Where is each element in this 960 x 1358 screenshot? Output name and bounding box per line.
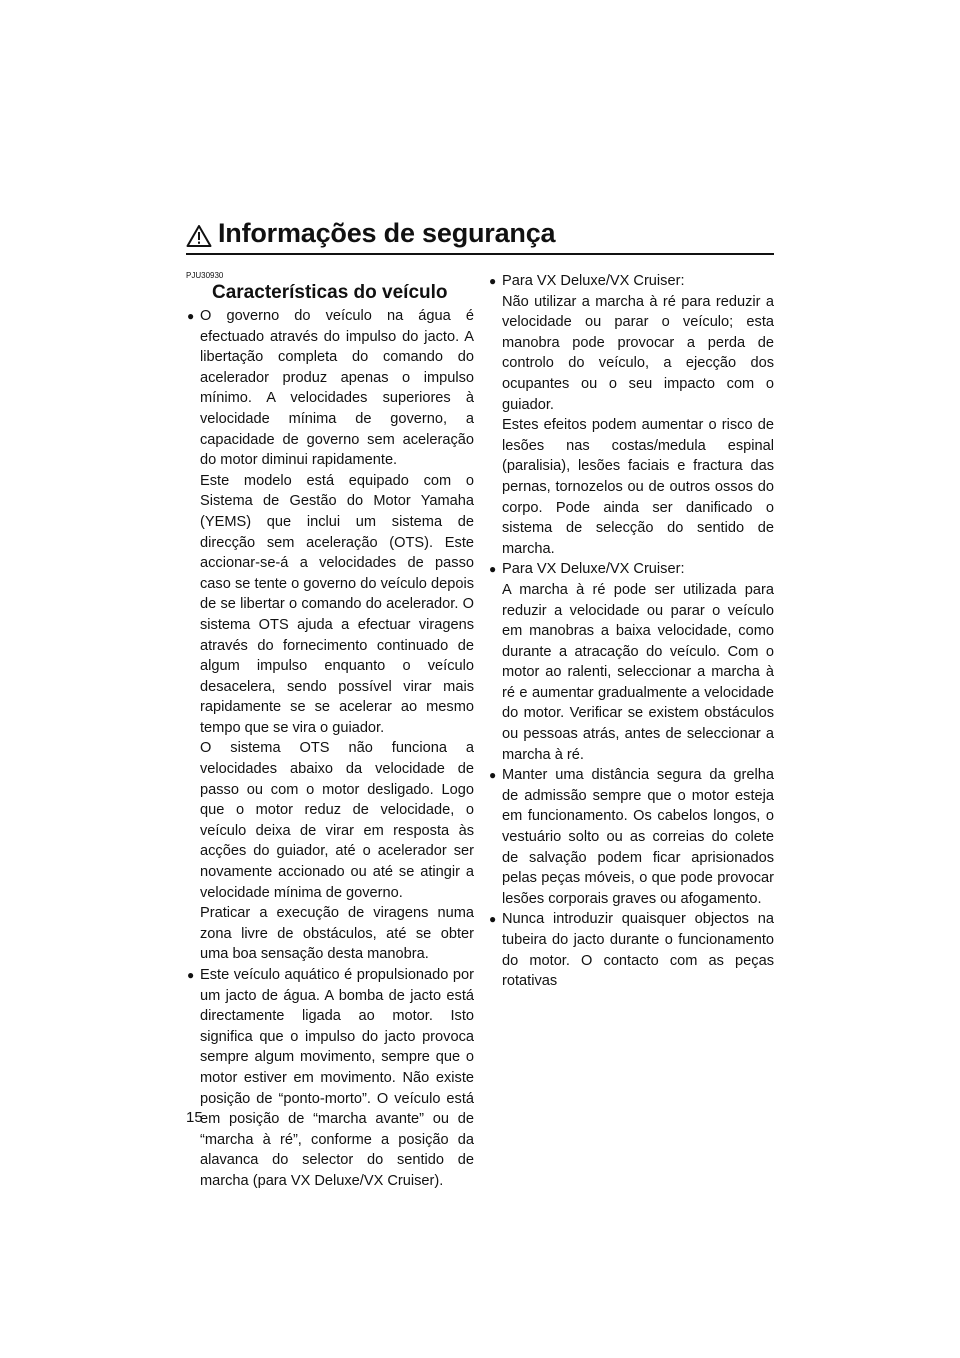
bullet-icon: ● <box>489 274 497 288</box>
paragraph: O sistema OTS não funciona a velocidades abaixo da velocidade de passo ou com o motor desligado. Logo que o motor reduz de velocidade, o veículo deixa de virar em resposta às acções do guiador, até o acelerador ser novamente accionado ou até se atingir a velocidade mínima de governo. <box>200 740 474 901</box>
right-column <box>488 271 774 992</box>
warning-triangle-icon <box>186 224 212 248</box>
paragraph: Estes efeitos podem aumentar o risco de lesões nas costas/medula espinal (paralisia), lesões faciais e fractura das pernas, tornozelos ou de outros ossos do corpo. Pode ainda ser danificado o sistema de selecção do sentido de marcha. <box>502 417 774 557</box>
paragraph: Para VX Deluxe/VX Cruiser: <box>502 273 685 289</box>
page-number: 15 <box>186 1109 203 1126</box>
left-column <box>186 271 474 1192</box>
bullet-item <box>488 271 774 559</box>
header-rule <box>186 253 774 255</box>
paragraph: A marcha à ré pode ser utilizada para reduzir a velocidade ou parar o veículo em manobras a baixa velocidade, como durante a atracação do veículo. Com o motor ao ralenti, seleccionar a marcha à ré e aumentar gradualmente a velocidade do motor. Verificar se existem obstáculos ou pessoas atrás, antes de seleccionar a marcha à ré. <box>502 581 774 763</box>
paragraph: Praticar a execução de viragens numa zona livre de obstáculos, até se obter uma boa sensação desta manobra. <box>200 905 474 963</box>
paragraph: Não utilizar a marcha à ré para reduzir a velocidade ou parar o veículo; esta manobra pode provocar a perda de controlo do veículo, a ejecção dos ocupantes ou o seu impacto com o guiador. <box>502 293 774 413</box>
paragraph: O governo do veículo na água é efectuado através do impulso do jacto. A libertação completa do comando do acelerador produz apenas o impulso mínimo. A velocidades superiores à velocidade mínima de governo, a capacidade de governo sem aceleração do motor diminui rapidamente. <box>200 308 474 469</box>
bullet-item <box>488 765 774 909</box>
bullet-item <box>488 909 774 991</box>
section-code: PJU30930 <box>186 271 224 280</box>
left-bullets <box>186 306 474 1192</box>
paragraph: Este modelo está equipado com o Sistema de Gestão do Motor Yamaha (YEMS) que inclui um sistema de direcção sem aceleração (OTS). Este accionar-se-á a velocidades de passo caso se tente o governo do veículo depois de se libertar o comando do acelerador. O sistema OTS ajuda a efectuar viragens através do fornecimento continuado de algum impulso enquanto o veículo desacelera, sendo possível virar mais rapidamente se se acelerar ao mesmo tempo que se vira o guiador. <box>200 472 474 736</box>
bullet-icon: ● <box>187 968 195 982</box>
paragraph: Manter uma distância segura da grelha de admissão sempre que o motor esteja em funcionamento. Os cabelos longos, o vestuário solto ou as correias do colete de salvação podem ficar aprisionados pelas peças móveis, o que pode provocar lesões corporais graves ou afogamento. <box>502 767 774 907</box>
bullet-item <box>186 965 474 1192</box>
bullet-icon: ● <box>489 912 497 927</box>
right-bullets <box>488 271 774 992</box>
bullet-icon: ● <box>489 768 497 783</box>
bullet-icon: ● <box>489 562 497 577</box>
section-title: Características do veículo <box>212 282 448 303</box>
bullet-icon: ● <box>187 309 195 323</box>
page-header <box>186 218 774 258</box>
paragraph: Este veículo aquático é propulsionado por um jacto de água. A bomba de jacto está directamente ligada ao motor. Isto significa que o impulso do jacto provoca sempre algum movimento, sempre que o motor estiver em movimento. Não existe posição de “ponto-morto”. O veículo está em posição de “marcha avante” ou de “marcha à ré”, conforme a posição da alavanca do selector do sentido de marcha (para VX Deluxe/VX Cruiser). <box>200 967 474 1189</box>
paragraph: Para VX Deluxe/VX Cruiser: <box>502 561 685 578</box>
header-title: Informações de segurança <box>218 218 556 248</box>
bullet-item <box>488 559 774 765</box>
paragraph: Nunca introduzir quaisquer objectos na tubeira do jacto durante o funcionamento do motor. O contacto com as peças rotativas <box>502 911 774 990</box>
bullet-item <box>186 306 474 965</box>
